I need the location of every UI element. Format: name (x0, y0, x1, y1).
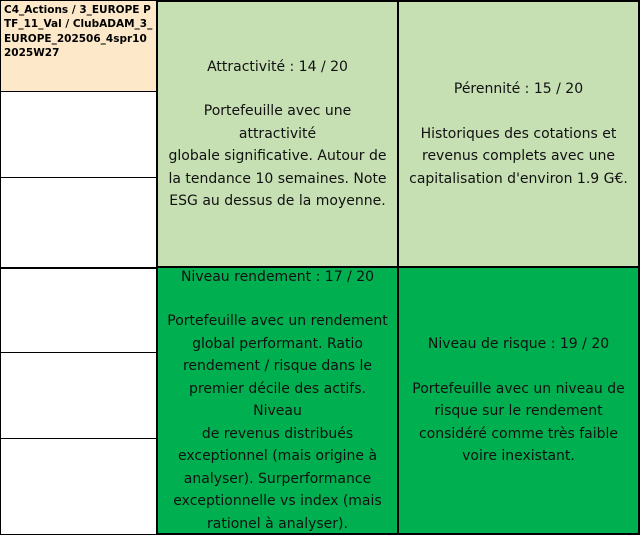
rendement-title: Niveau rendement : 17 / 20 (180, 268, 375, 285)
empty-cell (0, 177, 157, 268)
perennite-title: Pérennité : 15 / 20 (453, 81, 584, 97)
empty-cell (0, 438, 157, 535)
empty-cell (0, 267, 157, 353)
risque-description: Portefeuille avec un niveau de risque sur le rendement considéré comme très faible voire inexistant. (412, 380, 625, 465)
attractivite-title: Attractivité : 14 / 20 (207, 58, 348, 75)
attractivite-cell (156, 0, 399, 268)
rendement-description: Portefeuille avec un rendement global performant. Ratio rendement / risque dans le premier décile des actifs. Niveau de revenus distribués exceptionnel (mais origine à analyser). Surperformance exceptionnelle vs index (mais rationel à analyser). (167, 313, 388, 532)
portfolio-label: C4_Actions / 3_EUROPE PTF_11_Val / ClubADAM_3_EUROPE_202506_4spr10 2025W27 (4, 4, 153, 59)
perennite-cell (397, 0, 640, 268)
portfolio-label-cell (0, 0, 157, 92)
risque-cell (397, 266, 640, 535)
risque-title: Niveau de risque : 19 / 20 (427, 336, 610, 353)
empty-cell (0, 352, 157, 439)
rendement-cell (156, 266, 399, 535)
attractivite-description: Portefeuille avec une attractivité globale significative. Autour de la tendance 10 semaines. Note ESG au dessus de la moyenne. (168, 103, 387, 209)
empty-cell (0, 91, 157, 178)
perennite-description: Historiques des cotations et revenus complets avec une capitalisation d'environ 1.9 G€. (409, 125, 628, 187)
